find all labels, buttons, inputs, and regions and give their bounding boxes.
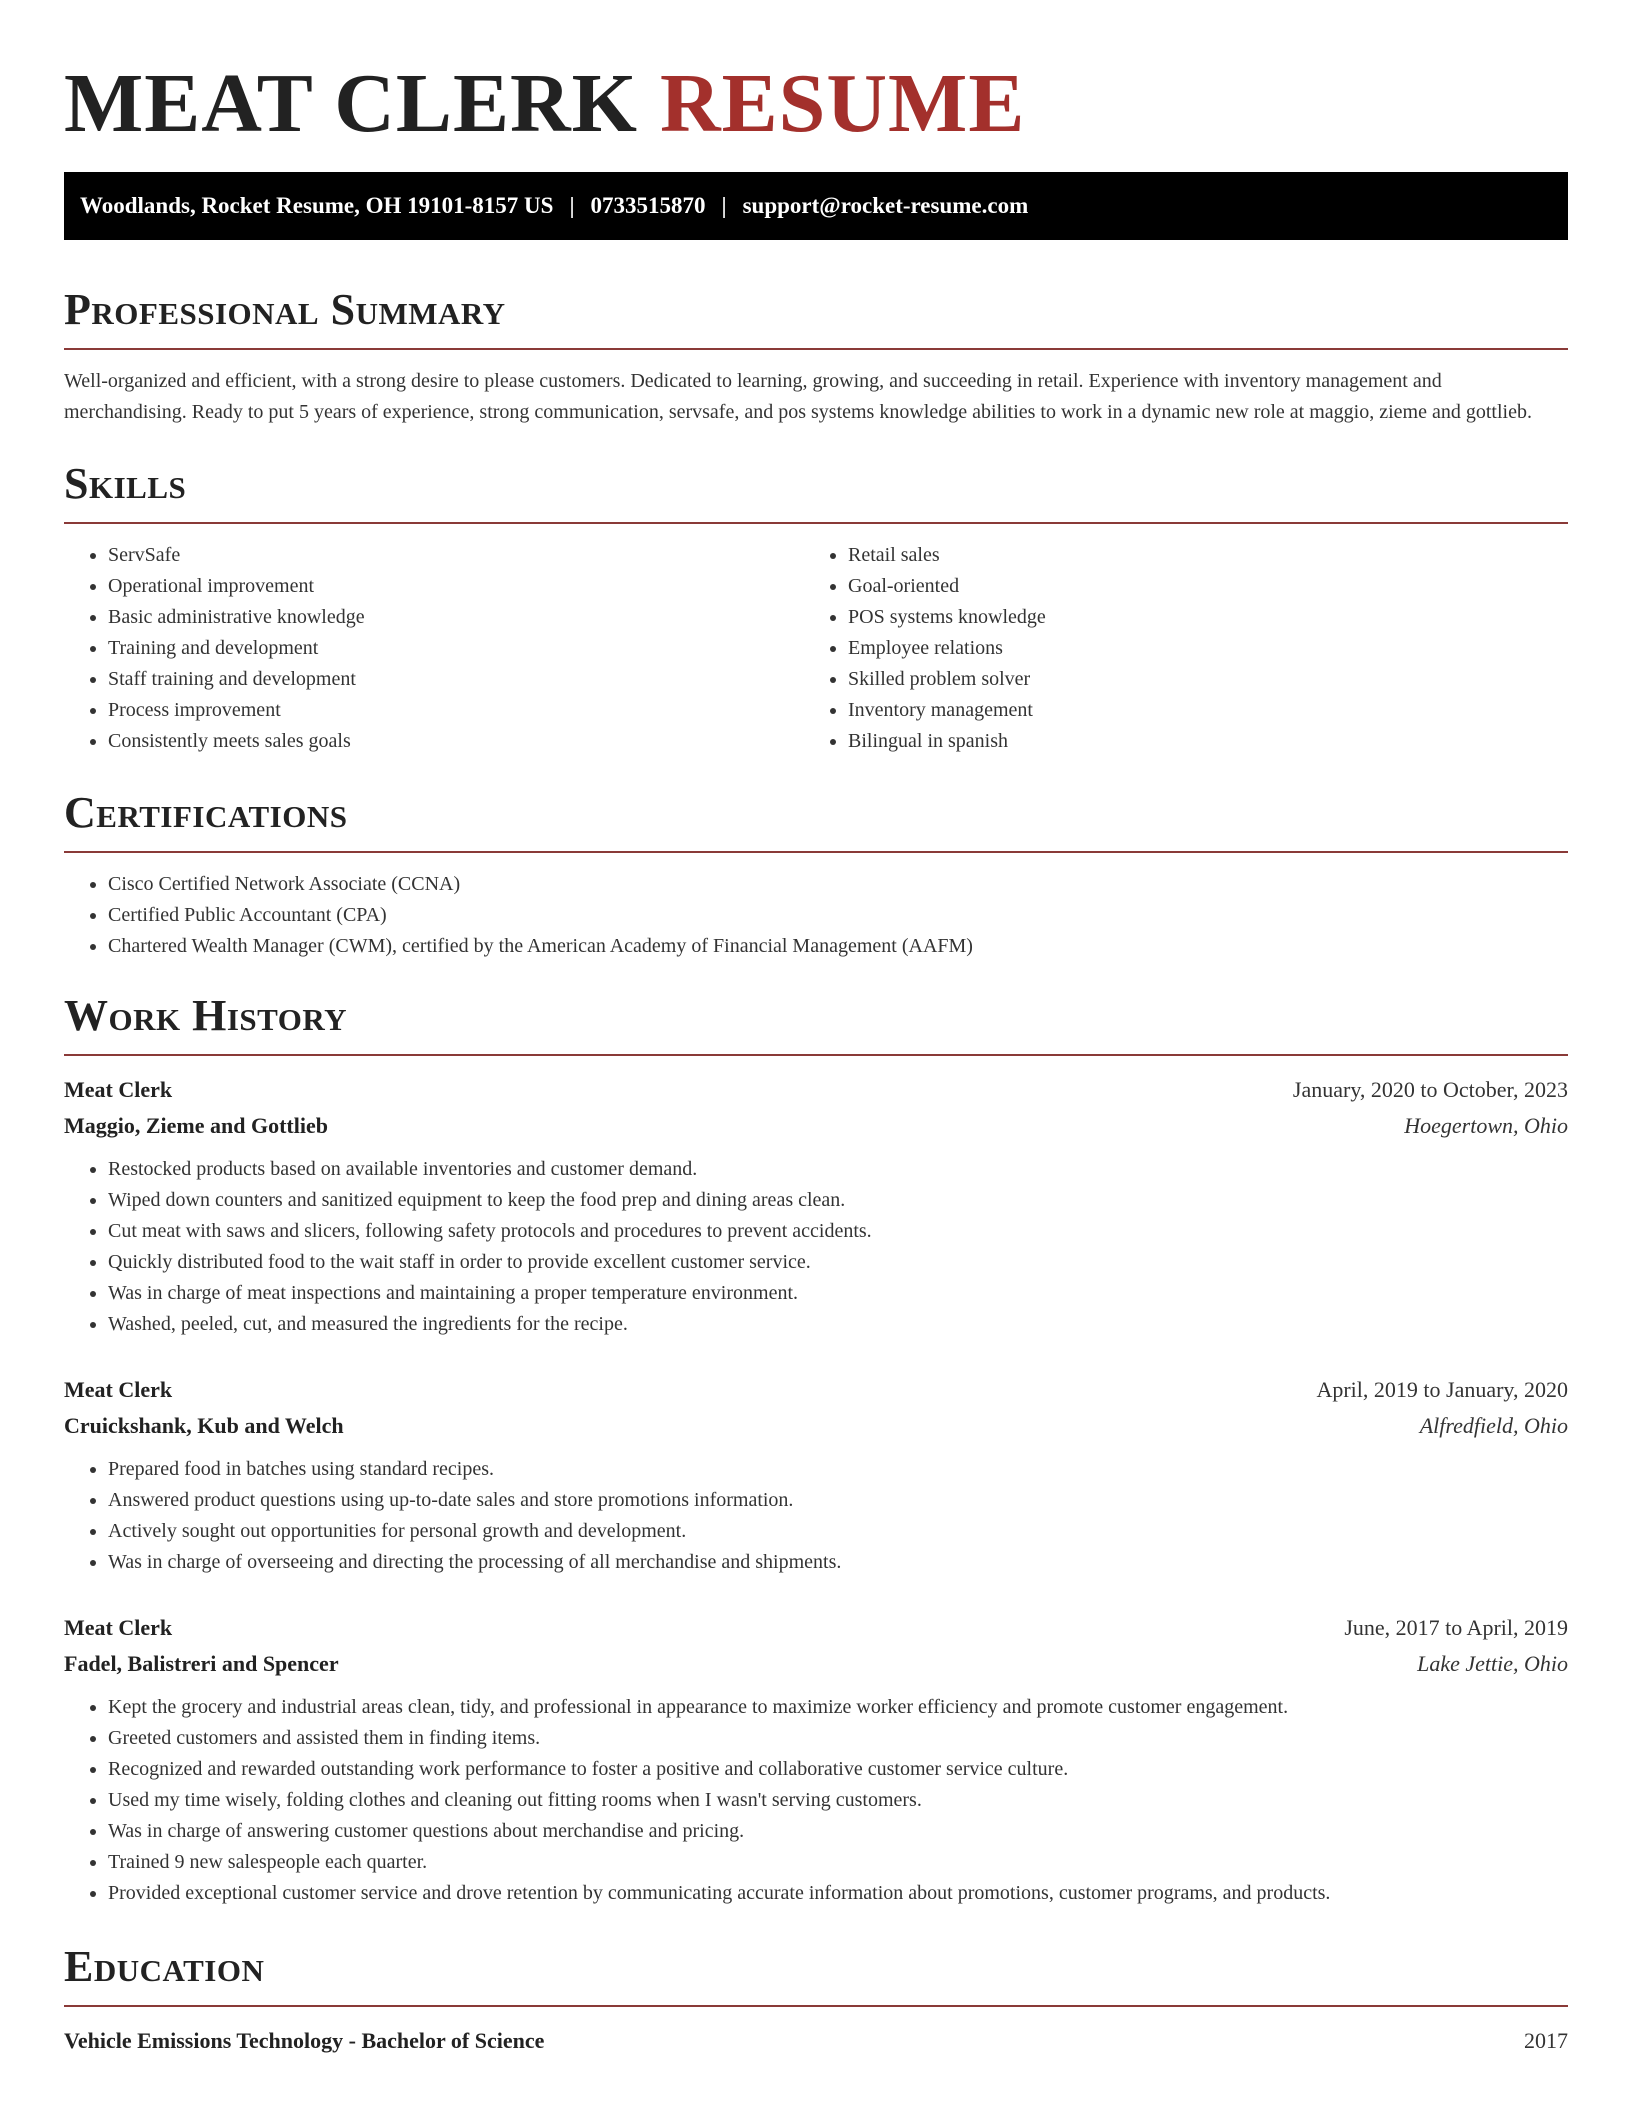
skill-item: • Goal-oriented <box>848 571 1544 602</box>
contact-separator: | <box>721 193 727 218</box>
certifications-list <box>64 869 1568 962</box>
certification-item: • Cisco Certified Network Associate (CCNA) <box>108 869 1568 900</box>
job-duty: • Actively sought out opportunities for personal growth and development. <box>108 1516 1568 1547</box>
section-divider <box>64 522 1568 524</box>
job-duty: • Greeted customers and assisted them in finding items. <box>108 1723 1568 1754</box>
section-divider <box>64 2005 1568 2007</box>
education-section <box>64 1941 1568 2059</box>
skill-item: • Skilled problem solver <box>848 664 1544 695</box>
summary-text: Well-organized and efficient, with a strong desire to please customers. Dedicated to learning, growing, and succeeding in retail. Experience with inventory management and merchandising. Ready to put 5 years of experience, strong communication, servsafe, and pos systems knowledge abilities to work in a dynamic new role at maggio, zieme and gottlieb. <box>64 370 1532 423</box>
skill-item: • Staff training and development <box>108 664 804 695</box>
job-duty: • Washed, peeled, cut, and measured the ingredients for the recipe. <box>108 1309 1568 1340</box>
job-duty: • Was in charge of answering customer questions about merchandise and pricing. <box>108 1816 1568 1847</box>
section-divider <box>64 1054 1568 1056</box>
job-title: Meat Clerk <box>64 1377 173 1402</box>
job-duty: • Provided exceptional customer service and drove retention by communicating accurate information about promotions, customer programs, and products. <box>108 1878 1568 1909</box>
job-company: Cruickshank, Kub and Welch <box>64 1413 344 1438</box>
job-duties-list <box>64 1454 1568 1578</box>
skills-section <box>64 458 1568 757</box>
job-company: Maggio, Zieme and Gottlieb <box>64 1113 328 1138</box>
resume-title <box>64 0 1568 152</box>
skill-item: • Inventory management <box>848 695 1544 726</box>
contact-separator: | <box>569 193 575 218</box>
contact-phone: 0733515870 <box>590 193 706 218</box>
job-company-row <box>64 1108 1568 1144</box>
job-dates: April, 2019 to January, 2020 <box>1316 1377 1568 1402</box>
job-location: Hoegertown, Ohio <box>1404 1113 1568 1138</box>
job-entry <box>64 1072 1568 1340</box>
job-company-row <box>64 1408 1568 1444</box>
job-duty: • Wiped down counters and sanitized equipment to keep the food prep and dining areas clean. <box>108 1185 1568 1216</box>
section-divider <box>64 851 1568 853</box>
job-duty: • Cut meat with saws and slicers, following safety protocols and procedures to prevent accidents. <box>108 1216 1568 1247</box>
skills-grid <box>64 540 1568 757</box>
contact-address: Woodlands, Rocket Resume, OH 19101-8157 US <box>80 193 554 218</box>
summary-section <box>64 284 1568 428</box>
certification-item: • Chartered Wealth Manager (CWM), certified by the American Academy of Financial Management (AAFM) <box>108 931 1568 962</box>
work-history-heading: Work History <box>64 991 348 1040</box>
job-duty: • Kept the grocery and industrial areas clean, tidy, and professional in appearance to maximize worker efficiency and promote customer engagement. <box>108 1692 1568 1723</box>
skill-item: • Training and development <box>108 633 804 664</box>
work-history-section <box>64 990 1568 1909</box>
education-year: 2017 <box>1524 2028 1568 2053</box>
skill-item: • Bilingual in spanish <box>848 726 1544 757</box>
job-header-row <box>64 1372 1568 1408</box>
education-heading: Education <box>64 1942 265 1991</box>
job-entry <box>64 1610 1568 1909</box>
section-divider <box>64 348 1568 350</box>
education-degree: Vehicle Emissions Technology - Bachelor of Science <box>64 2028 545 2053</box>
skills-list-left <box>64 540 804 757</box>
job-duty: • Restocked products based on available inventories and customer demand. <box>108 1154 1568 1185</box>
skill-item: • ServSafe <box>108 540 804 571</box>
job-location: Alfredfield, Ohio <box>1419 1413 1568 1438</box>
job-duty: • Prepared food in batches using standard recipes. <box>108 1454 1568 1485</box>
skills-column-right <box>804 540 1544 757</box>
job-company: Fadel, Balistreri and Spencer <box>64 1651 339 1676</box>
skill-item: • Process improvement <box>108 695 804 726</box>
skill-item: • Employee relations <box>848 633 1544 664</box>
job-duties-list <box>64 1154 1568 1340</box>
title-accent: RESUME <box>659 57 1026 150</box>
job-company-row <box>64 1646 1568 1682</box>
job-duty: • Trained 9 new salespeople each quarter. <box>108 1847 1568 1878</box>
certifications-heading: Certifications <box>64 788 348 837</box>
skills-list-right <box>804 540 1544 757</box>
job-header-row <box>64 1610 1568 1646</box>
skill-item: • Basic administrative knowledge <box>108 602 804 633</box>
job-dates: June, 2017 to April, 2019 <box>1344 1615 1568 1640</box>
certification-item: • Certified Public Accountant (CPA) <box>108 900 1568 931</box>
skill-item: • Retail sales <box>848 540 1544 571</box>
job-duty: • Quickly distributed food to the wait staff in order to provide excellent customer service. <box>108 1247 1568 1278</box>
job-dates: January, 2020 to October, 2023 <box>1292 1077 1568 1102</box>
summary-heading: Professional Summary <box>64 285 506 334</box>
certifications-section <box>64 787 1568 962</box>
job-entry <box>64 1372 1568 1578</box>
education-row <box>64 2023 1568 2059</box>
skills-column-left <box>64 540 804 757</box>
contact-email: support@rocket-resume.com <box>742 193 1029 218</box>
job-duty: • Recognized and rewarded outstanding work performance to foster a positive and collaborative customer service culture. <box>108 1754 1568 1785</box>
skill-item: • Operational improvement <box>108 571 804 602</box>
job-title: Meat Clerk <box>64 1615 173 1640</box>
job-location: Lake Jettie, Ohio <box>1417 1651 1568 1676</box>
job-duty: • Answered product questions using up-to-date sales and store promotions information. <box>108 1485 1568 1516</box>
skill-item: • POS systems knowledge <box>848 602 1544 633</box>
job-header-row <box>64 1072 1568 1108</box>
job-duty: • Was in charge of overseeing and directing the processing of all merchandise and shipments. <box>108 1547 1568 1578</box>
job-duties-list <box>64 1692 1568 1909</box>
skills-heading: Skills <box>64 459 187 508</box>
skill-item: • Consistently meets sales goals <box>108 726 804 757</box>
contact-bar <box>64 172 1568 240</box>
job-duty: • Was in charge of meat inspections and maintaining a proper temperature environment. <box>108 1278 1568 1309</box>
job-title: Meat Clerk <box>64 1077 173 1102</box>
title-main: MEAT CLERK <box>64 57 638 150</box>
job-duty: • Used my time wisely, folding clothes and cleaning out fitting rooms when I wasn't serving customers. <box>108 1785 1568 1816</box>
